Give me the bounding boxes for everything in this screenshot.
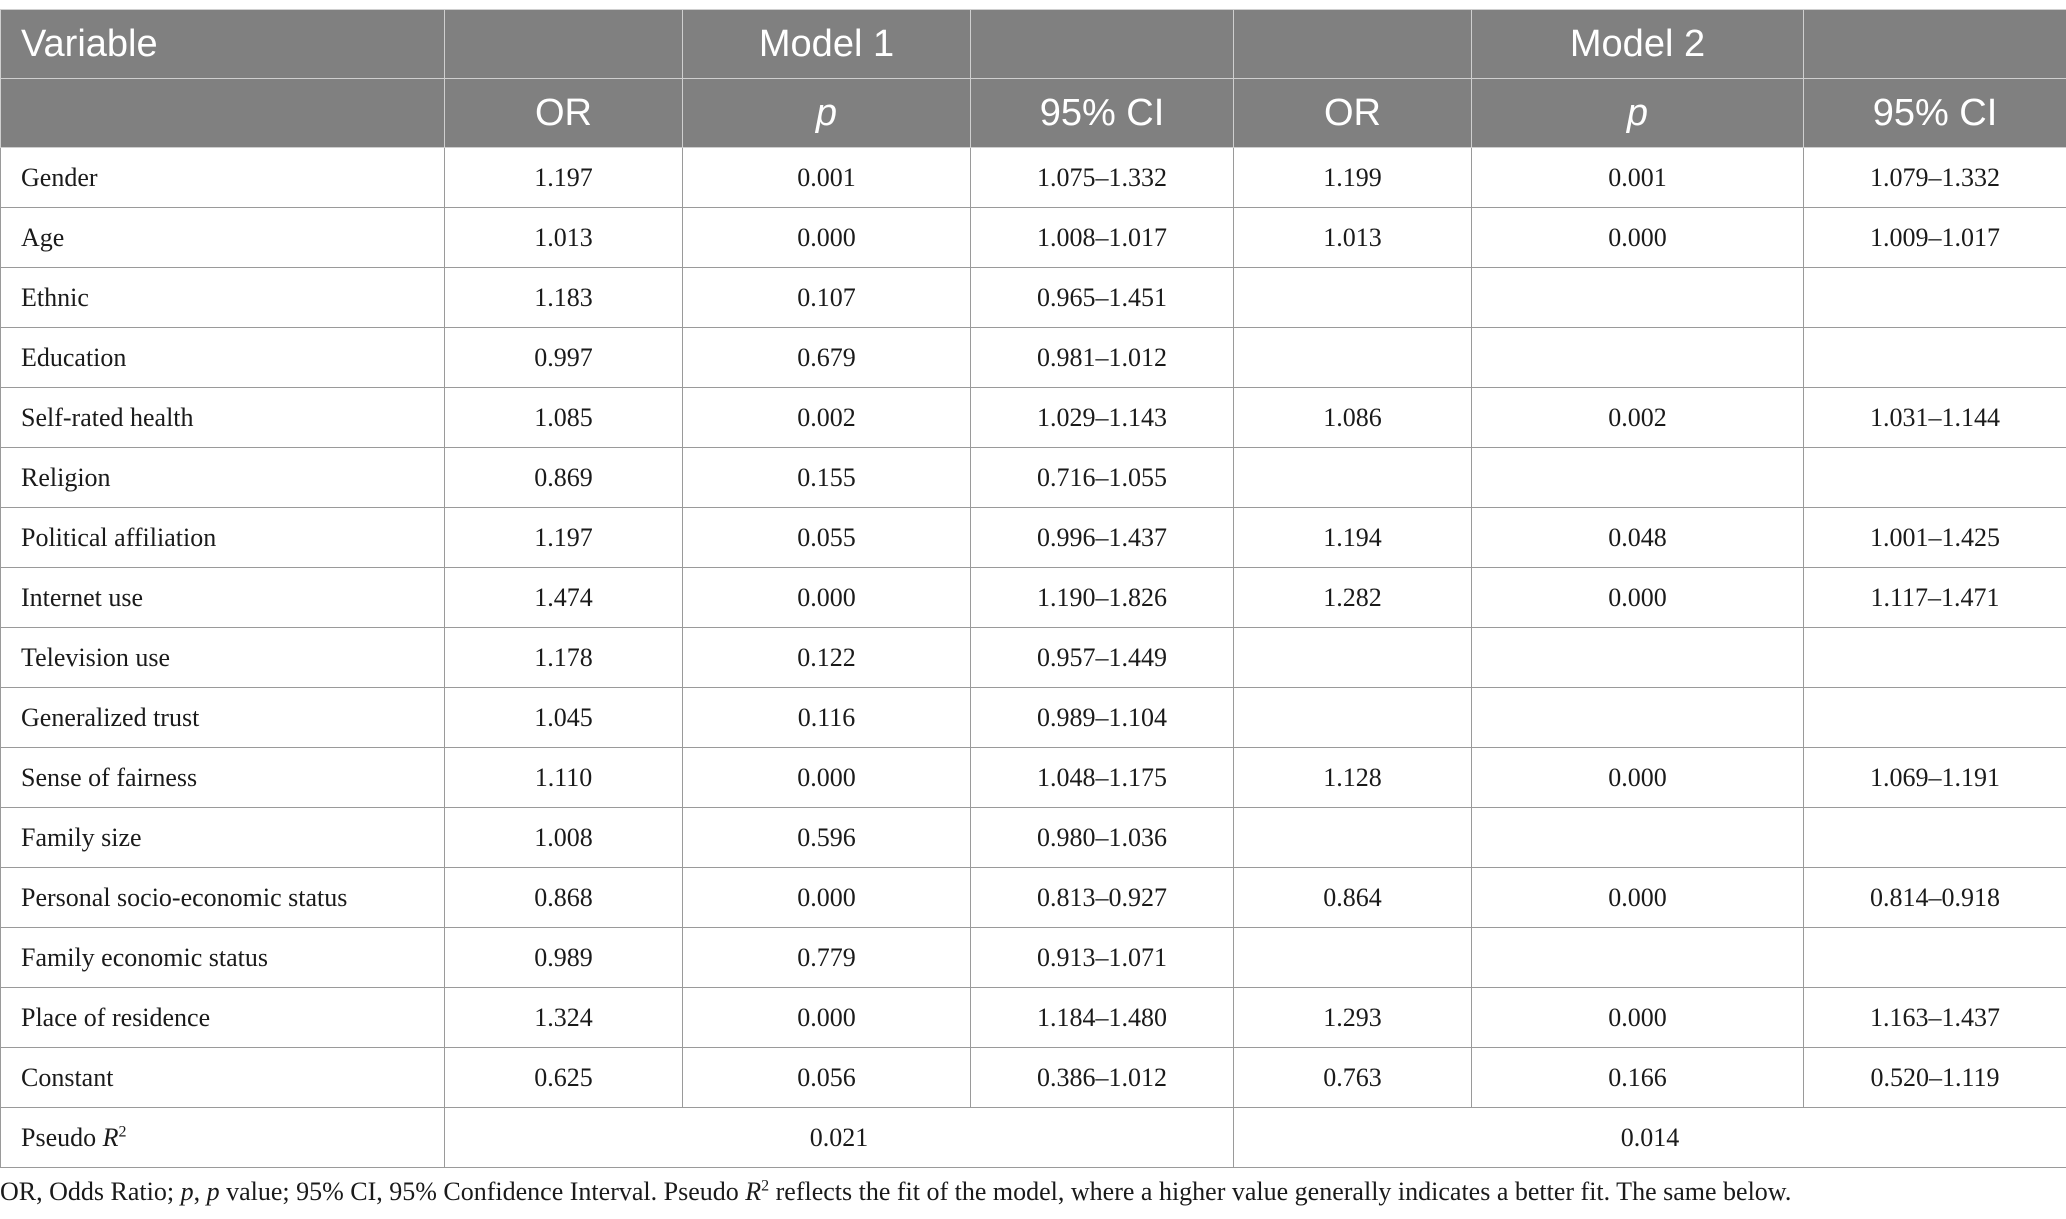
m1-p-cell: 0.000 bbox=[683, 868, 971, 928]
pseudo-r2-label bbox=[1, 1108, 445, 1168]
m1-ci-cell: 0.957–1.449 bbox=[971, 628, 1234, 688]
m2-or-cell: 0.763 bbox=[1234, 1048, 1472, 1108]
m1-ci-cell: 1.184–1.480 bbox=[971, 988, 1234, 1048]
header-empty bbox=[1804, 10, 2066, 79]
m2-or-cell bbox=[1234, 628, 1472, 688]
m1-p-cell: 0.107 bbox=[683, 268, 971, 328]
table-row bbox=[1, 868, 2066, 928]
m1-or-cell: 1.474 bbox=[445, 568, 683, 628]
variable-cell: Personal socio-economic status bbox=[1, 868, 445, 928]
m2-p-cell: 0.001 bbox=[1472, 148, 1804, 208]
m1-p-cell: 0.055 bbox=[683, 508, 971, 568]
table-footnote bbox=[0, 1177, 1791, 1207]
m2-or-cell bbox=[1234, 688, 1472, 748]
m2-p-cell: 0.002 bbox=[1472, 388, 1804, 448]
m1-p-cell: 0.000 bbox=[683, 208, 971, 268]
m1-p-cell: 0.000 bbox=[683, 568, 971, 628]
header-m1-or: OR bbox=[445, 79, 683, 148]
m2-ci-cell: 1.009–1.017 bbox=[1804, 208, 2066, 268]
header-empty bbox=[445, 10, 683, 79]
m2-ci-cell: 0.520–1.119 bbox=[1804, 1048, 2066, 1108]
m2-p-cell: 0.048 bbox=[1472, 508, 1804, 568]
table-row bbox=[1, 328, 2066, 388]
variable-cell: Television use bbox=[1, 628, 445, 688]
m2-p-cell bbox=[1472, 928, 1804, 988]
m2-or-cell bbox=[1234, 808, 1472, 868]
regression-table bbox=[0, 9, 2066, 1168]
m2-or-cell: 1.199 bbox=[1234, 148, 1472, 208]
m2-or-cell: 1.128 bbox=[1234, 748, 1472, 808]
m2-or-cell: 1.086 bbox=[1234, 388, 1472, 448]
table-row bbox=[1, 568, 2066, 628]
m1-ci-cell: 0.716–1.055 bbox=[971, 448, 1234, 508]
m2-or-cell bbox=[1234, 928, 1472, 988]
m2-ci-cell: 1.163–1.437 bbox=[1804, 988, 2066, 1048]
footnote-part: R bbox=[745, 1177, 762, 1206]
m1-p-cell: 0.155 bbox=[683, 448, 971, 508]
pseudo-label-r: R bbox=[102, 1122, 119, 1152]
m2-ci-cell: 1.001–1.425 bbox=[1804, 508, 2066, 568]
footnote-part: 2 bbox=[761, 1177, 770, 1195]
m1-or-cell: 1.110 bbox=[445, 748, 683, 808]
m1-ci-cell: 0.980–1.036 bbox=[971, 808, 1234, 868]
m2-p-cell: 0.000 bbox=[1472, 988, 1804, 1048]
m2-p-cell: 0.000 bbox=[1472, 208, 1804, 268]
m1-ci-cell: 0.386–1.012 bbox=[971, 1048, 1234, 1108]
variable-cell: Family size bbox=[1, 808, 445, 868]
m1-ci-cell: 1.008–1.017 bbox=[971, 208, 1234, 268]
variable-cell: Family economic status bbox=[1, 928, 445, 988]
m2-or-cell: 0.864 bbox=[1234, 868, 1472, 928]
m2-ci-cell bbox=[1804, 328, 2066, 388]
variable-cell: Generalized trust bbox=[1, 688, 445, 748]
m1-ci-cell: 1.048–1.175 bbox=[971, 748, 1234, 808]
m2-ci-cell bbox=[1804, 928, 2066, 988]
variable-cell: Education bbox=[1, 328, 445, 388]
table-body bbox=[1, 148, 2066, 1168]
m1-or-cell: 1.008 bbox=[445, 808, 683, 868]
m1-or-cell: 1.045 bbox=[445, 688, 683, 748]
m1-p-cell: 0.000 bbox=[683, 748, 971, 808]
m2-ci-cell bbox=[1804, 628, 2066, 688]
header-model-1: Model 1 bbox=[683, 10, 971, 79]
m2-p-cell: 0.166 bbox=[1472, 1048, 1804, 1108]
m1-or-cell: 0.625 bbox=[445, 1048, 683, 1108]
m1-p-cell: 0.001 bbox=[683, 148, 971, 208]
header-row-stats bbox=[1, 79, 2066, 148]
variable-cell: Gender bbox=[1, 148, 445, 208]
m2-or-cell: 1.282 bbox=[1234, 568, 1472, 628]
m1-or-cell: 1.178 bbox=[445, 628, 683, 688]
m1-ci-cell: 1.075–1.332 bbox=[971, 148, 1234, 208]
m2-p-cell bbox=[1472, 628, 1804, 688]
m2-or-cell: 1.013 bbox=[1234, 208, 1472, 268]
table-row bbox=[1, 508, 2066, 568]
m2-p-cell: 0.000 bbox=[1472, 568, 1804, 628]
table-row bbox=[1, 628, 2066, 688]
table-row bbox=[1, 1048, 2066, 1108]
header-model-2: Model 2 bbox=[1472, 10, 1804, 79]
m1-or-cell: 0.869 bbox=[445, 448, 683, 508]
header-row-models bbox=[1, 10, 2066, 79]
m1-ci-cell: 1.190–1.826 bbox=[971, 568, 1234, 628]
footnote-part: , bbox=[193, 1177, 207, 1206]
m1-p-cell: 0.679 bbox=[683, 328, 971, 388]
m2-p-cell bbox=[1472, 808, 1804, 868]
table-row bbox=[1, 208, 2066, 268]
m2-ci-cell: 1.117–1.471 bbox=[1804, 568, 2066, 628]
m2-or-cell bbox=[1234, 328, 1472, 388]
m1-or-cell: 1.197 bbox=[445, 508, 683, 568]
pseudo-label-sup: 2 bbox=[118, 1122, 127, 1140]
m1-p-cell: 0.000 bbox=[683, 988, 971, 1048]
m2-or-cell: 1.194 bbox=[1234, 508, 1472, 568]
m1-or-cell: 1.197 bbox=[445, 148, 683, 208]
m2-or-cell bbox=[1234, 448, 1472, 508]
pseudo-r2-model-1: 0.021 bbox=[445, 1108, 1234, 1168]
m2-ci-cell: 0.814–0.918 bbox=[1804, 868, 2066, 928]
variable-cell: Sense of fairness bbox=[1, 748, 445, 808]
m1-or-cell: 0.997 bbox=[445, 328, 683, 388]
m2-ci-cell bbox=[1804, 688, 2066, 748]
m2-or-cell: 1.293 bbox=[1234, 988, 1472, 1048]
footnote-part: p bbox=[180, 1177, 194, 1206]
m1-p-cell: 0.002 bbox=[683, 388, 971, 448]
variable-cell: Constant bbox=[1, 1048, 445, 1108]
m2-p-cell bbox=[1472, 268, 1804, 328]
m2-p-cell bbox=[1472, 448, 1804, 508]
table-row bbox=[1, 748, 2066, 808]
table-row bbox=[1, 148, 2066, 208]
header-empty bbox=[971, 10, 1234, 79]
table-row bbox=[1, 928, 2066, 988]
variable-cell: Internet use bbox=[1, 568, 445, 628]
m1-ci-cell: 0.965–1.451 bbox=[971, 268, 1234, 328]
m2-ci-cell: 1.031–1.144 bbox=[1804, 388, 2066, 448]
variable-cell: Self-rated health bbox=[1, 388, 445, 448]
regression-table-container bbox=[0, 9, 2066, 1168]
header-m2-ci: 95% CI bbox=[1804, 79, 2066, 148]
m1-or-cell: 0.868 bbox=[445, 868, 683, 928]
table-row bbox=[1, 268, 2066, 328]
m2-p-cell: 0.000 bbox=[1472, 748, 1804, 808]
m1-ci-cell: 0.989–1.104 bbox=[971, 688, 1234, 748]
m1-ci-cell: 0.913–1.071 bbox=[971, 928, 1234, 988]
m2-p-cell: 0.000 bbox=[1472, 868, 1804, 928]
table-header bbox=[1, 10, 2066, 148]
m1-or-cell: 1.324 bbox=[445, 988, 683, 1048]
variable-cell: Political affiliation bbox=[1, 508, 445, 568]
m1-or-cell: 1.183 bbox=[445, 268, 683, 328]
table-row bbox=[1, 448, 2066, 508]
pseudo-r2-row bbox=[1, 1108, 2066, 1168]
m2-p-cell bbox=[1472, 688, 1804, 748]
header-m1-p: p bbox=[683, 79, 971, 148]
variable-cell: Place of residence bbox=[1, 988, 445, 1048]
variable-cell: Age bbox=[1, 208, 445, 268]
m1-or-cell: 0.989 bbox=[445, 928, 683, 988]
variable-cell: Ethnic bbox=[1, 268, 445, 328]
table-row bbox=[1, 388, 2066, 448]
footnote-part: OR, Odds Ratio; bbox=[0, 1177, 181, 1206]
m2-ci-cell bbox=[1804, 808, 2066, 868]
m1-ci-cell: 1.029–1.143 bbox=[971, 388, 1234, 448]
m2-ci-cell: 1.079–1.332 bbox=[1804, 148, 2066, 208]
header-empty bbox=[1234, 10, 1472, 79]
footnote-part: value; 95% CI, 95% Confidence Interval. Pseudo bbox=[219, 1177, 746, 1206]
header-variable: Variable bbox=[1, 10, 445, 79]
m1-p-cell: 0.116 bbox=[683, 688, 971, 748]
m1-p-cell: 0.779 bbox=[683, 928, 971, 988]
m2-p-cell bbox=[1472, 328, 1804, 388]
m2-ci-cell bbox=[1804, 268, 2066, 328]
m2-ci-cell bbox=[1804, 448, 2066, 508]
m1-or-cell: 1.013 bbox=[445, 208, 683, 268]
pseudo-label-prefix: Pseudo bbox=[21, 1122, 103, 1152]
m2-ci-cell: 1.069–1.191 bbox=[1804, 748, 2066, 808]
header-empty bbox=[1, 79, 445, 148]
m1-ci-cell: 0.981–1.012 bbox=[971, 328, 1234, 388]
m1-ci-cell: 0.996–1.437 bbox=[971, 508, 1234, 568]
table-row bbox=[1, 808, 2066, 868]
footnote-part: p bbox=[206, 1177, 220, 1206]
table-row bbox=[1, 688, 2066, 748]
m1-p-cell: 0.056 bbox=[683, 1048, 971, 1108]
m1-ci-cell: 0.813–0.927 bbox=[971, 868, 1234, 928]
m1-or-cell: 1.085 bbox=[445, 388, 683, 448]
header-m1-ci: 95% CI bbox=[971, 79, 1234, 148]
m1-p-cell: 0.122 bbox=[683, 628, 971, 688]
m1-p-cell: 0.596 bbox=[683, 808, 971, 868]
footnote-part: reflects the fit of the model, where a higher value generally indicates a better fit. The same below. bbox=[769, 1177, 1792, 1206]
variable-cell: Religion bbox=[1, 448, 445, 508]
table-row bbox=[1, 988, 2066, 1048]
header-m2-p: p bbox=[1472, 79, 1804, 148]
header-m2-or: OR bbox=[1234, 79, 1472, 148]
m2-or-cell bbox=[1234, 268, 1472, 328]
pseudo-r2-model-2: 0.014 bbox=[1234, 1108, 2066, 1168]
